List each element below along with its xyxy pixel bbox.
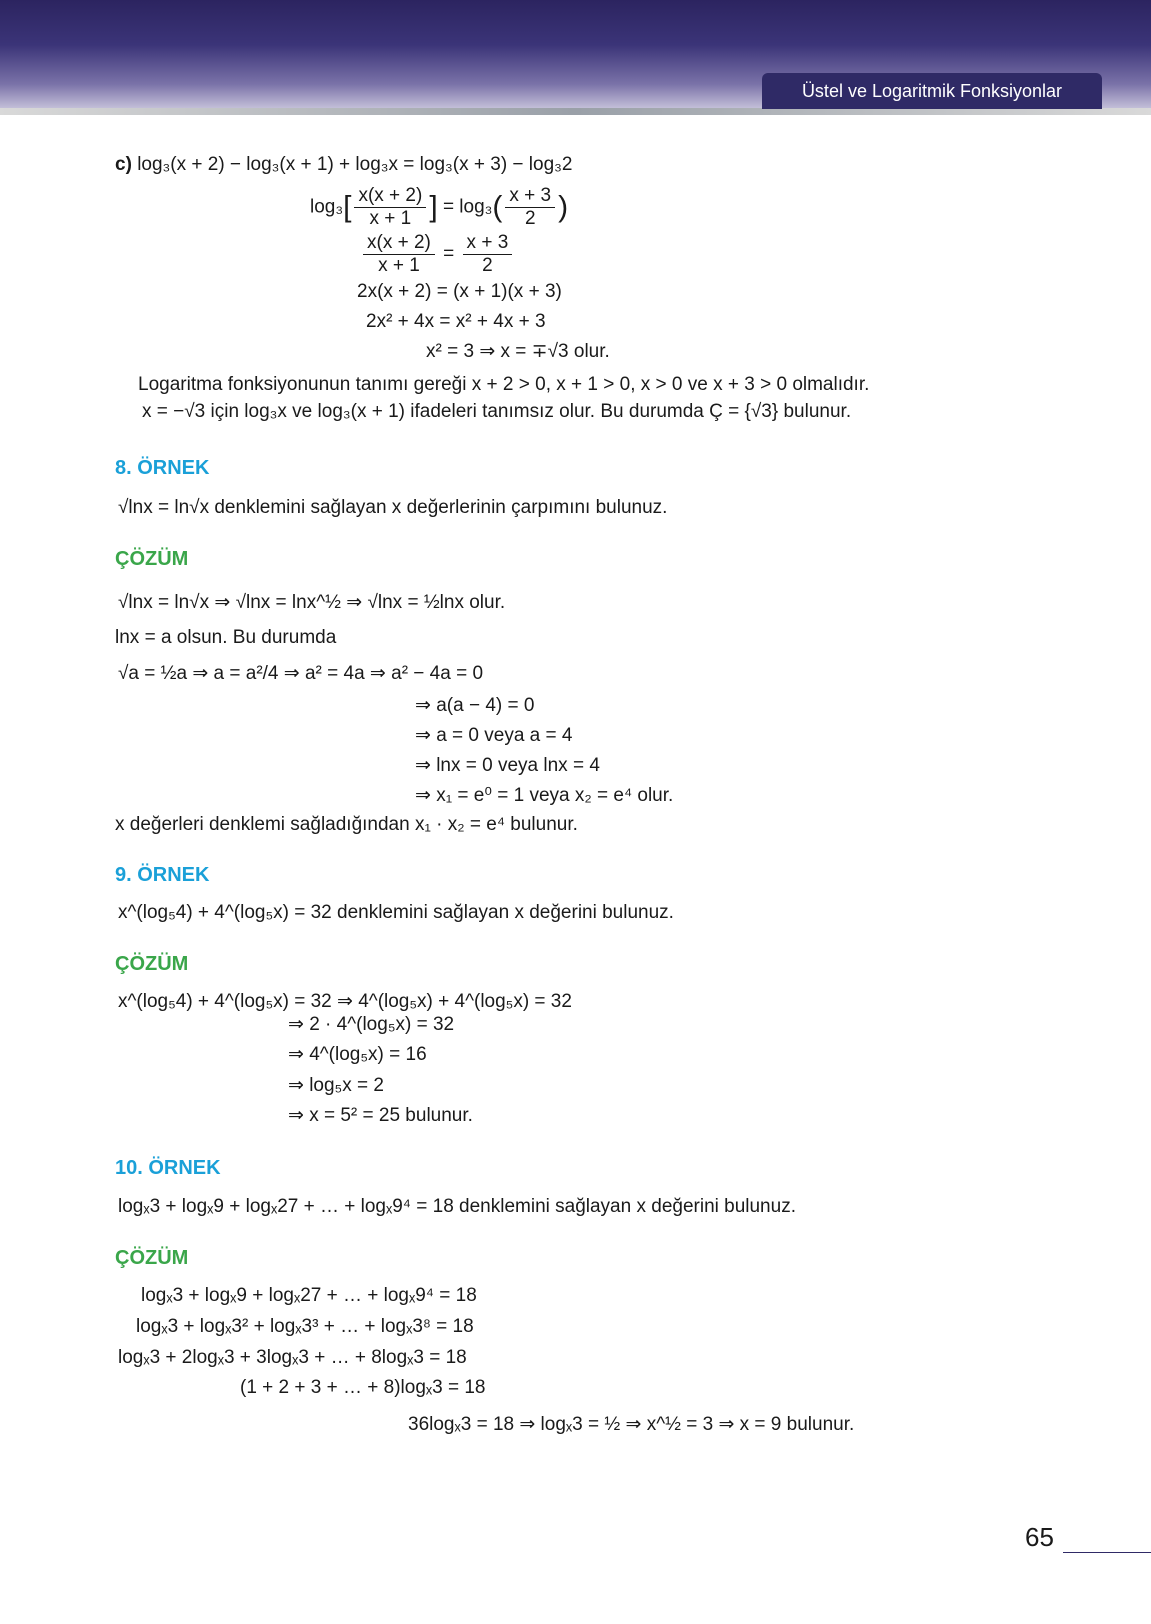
ex9-step-5: ⇒ x = 5² = 25 bulunur.	[288, 1105, 473, 1126]
ex8-step-3: √a = ½a ⇒ a = a²/4 ⇒ a² = 4a ⇒ a² − 4a = 0	[118, 663, 484, 684]
page-number-rule	[1063, 1552, 1151, 1553]
ex8-step-5: ⇒ a = 0 veya a = 4	[415, 725, 573, 746]
ex10-step-3: logₓ3 + 2logₓ3 + 3logₓ3 + … + 8logₓ3 = 18	[118, 1347, 467, 1368]
ex9-step-3: ⇒ 4^(log₅x) = 16	[288, 1044, 427, 1065]
fraction: $\frac{x + 3}{2}$	[463, 232, 513, 277]
chapter-title: Üstel ve Logaritmik Fonksiyonlar	[762, 73, 1102, 109]
part-c-text-2: x = −√3 için log₃x ve log₃(x + 1) ifadeleri tanımsız olur. Bu durumda Ç = {√3} bulunur.	[142, 401, 852, 422]
fraction: $\frac{x(x + 2)}{x + 1}$	[363, 232, 435, 277]
example-9-title: 9. ÖRNEK	[115, 864, 210, 886]
part-c-line-2: log₃[ $\frac{x(x + 2)}{x + 1}$ ] = log₃( $\frac{x + 3}{2}$ )	[310, 185, 569, 229]
page-number: 65	[1025, 1522, 1054, 1552]
example-9-solution-title: ÇÖZÜM	[115, 953, 189, 975]
example-8-question: √lnx = ln√x denklemini sağlayan x değerlerinin çarpımını bulunuz.	[118, 497, 668, 518]
ex10-step-5: 36logₓ3 = 18 ⇒ logₓ3 = ½ ⇒ x^½ = 3 ⇒ x = 9 bulunur.	[408, 1414, 855, 1435]
ex10-step-2: logₓ3 + logₓ3² + logₓ3³ + … + logₓ3⁸ = 18	[136, 1316, 474, 1337]
part-c-line-4: 2x(x + 2) = (x + 1)(x + 3)	[357, 281, 562, 302]
example-10-question: logₓ3 + logₓ9 + logₓ27 + … + logₓ9⁴ = 18 denklemini sağlayan x değerini bulunuz.	[118, 1196, 796, 1217]
fraction: $\frac{x + 3}{2}$	[505, 185, 555, 230]
part-c-line-6: x² = 3 ⇒ x = ∓√3 olur.	[426, 341, 610, 362]
ex8-step-2: lnx = a olsun. Bu durumda	[115, 627, 337, 648]
part-c-line-1	[115, 153, 572, 177]
part-c-line-3: $\frac{x(x + 2)}{x + 1}$ = $\frac{x + 3}{2}$	[360, 232, 515, 277]
eq-text: log₃	[310, 196, 344, 218]
ex10-step-4: (1 + 2 + 3 + … + 8)logₓ3 = 18	[240, 1377, 486, 1398]
example-10-title: 10. ÖRNEK	[115, 1157, 221, 1179]
fraction: $\frac{x(x + 2)}{x + 1}$	[354, 185, 426, 230]
example-10-solution-title: ÇÖZÜM	[115, 1247, 189, 1269]
ex8-step-4: ⇒ a(a − 4) = 0	[415, 695, 535, 716]
ex9-step-4: ⇒ log₅x = 2	[288, 1075, 384, 1096]
eq-text: = log₃	[442, 196, 493, 218]
example-9-question: x^(log₅4) + 4^(log₅x) = 32 denklemini sağlayan x değerini bulunuz.	[118, 902, 674, 923]
header-divider	[0, 108, 1151, 115]
ex8-step-8: x değerleri denklemi sağladığından x₁ · x₂ = e⁴ bulunur.	[115, 814, 578, 835]
example-8-title: 8. ÖRNEK	[115, 457, 210, 479]
ex8-step-1: √lnx = ln√x ⇒ √lnx = lnx^½ ⇒ √lnx = ½lnx olur.	[118, 592, 506, 613]
ex9-step-2: ⇒ 2 · 4^(log₅x) = 32	[288, 1014, 455, 1035]
example-8-solution-title: ÇÖZÜM	[115, 548, 189, 570]
ex8-step-7: ⇒ x₁ = e⁰ = 1 veya x₂ = e⁴ olur.	[415, 785, 674, 806]
part-c-text-1: Logaritma fonksiyonunun tanımı gereği x + 2 > 0, x + 1 > 0, x > 0 ve x + 3 > 0 olmalıdır.	[138, 374, 870, 395]
eq-text: log₃(x + 2) − log₃(x + 1) + log₃x = log₃(x + 3) − log₃2	[137, 154, 573, 175]
ex9-step-1: x^(log₅4) + 4^(log₅x) = 32 ⇒ 4^(log₅x) + 4^(log₅x) = 32	[118, 991, 572, 1012]
ex8-step-6: ⇒ lnx = 0 veya lnx = 4	[415, 755, 600, 776]
part-c-line-5: 2x² + 4x = x² + 4x + 3	[366, 311, 546, 332]
ex10-step-1: logₓ3 + logₓ9 + logₓ27 + … + logₓ9⁴ = 18	[141, 1285, 477, 1306]
part-c-label: c)	[115, 154, 132, 175]
